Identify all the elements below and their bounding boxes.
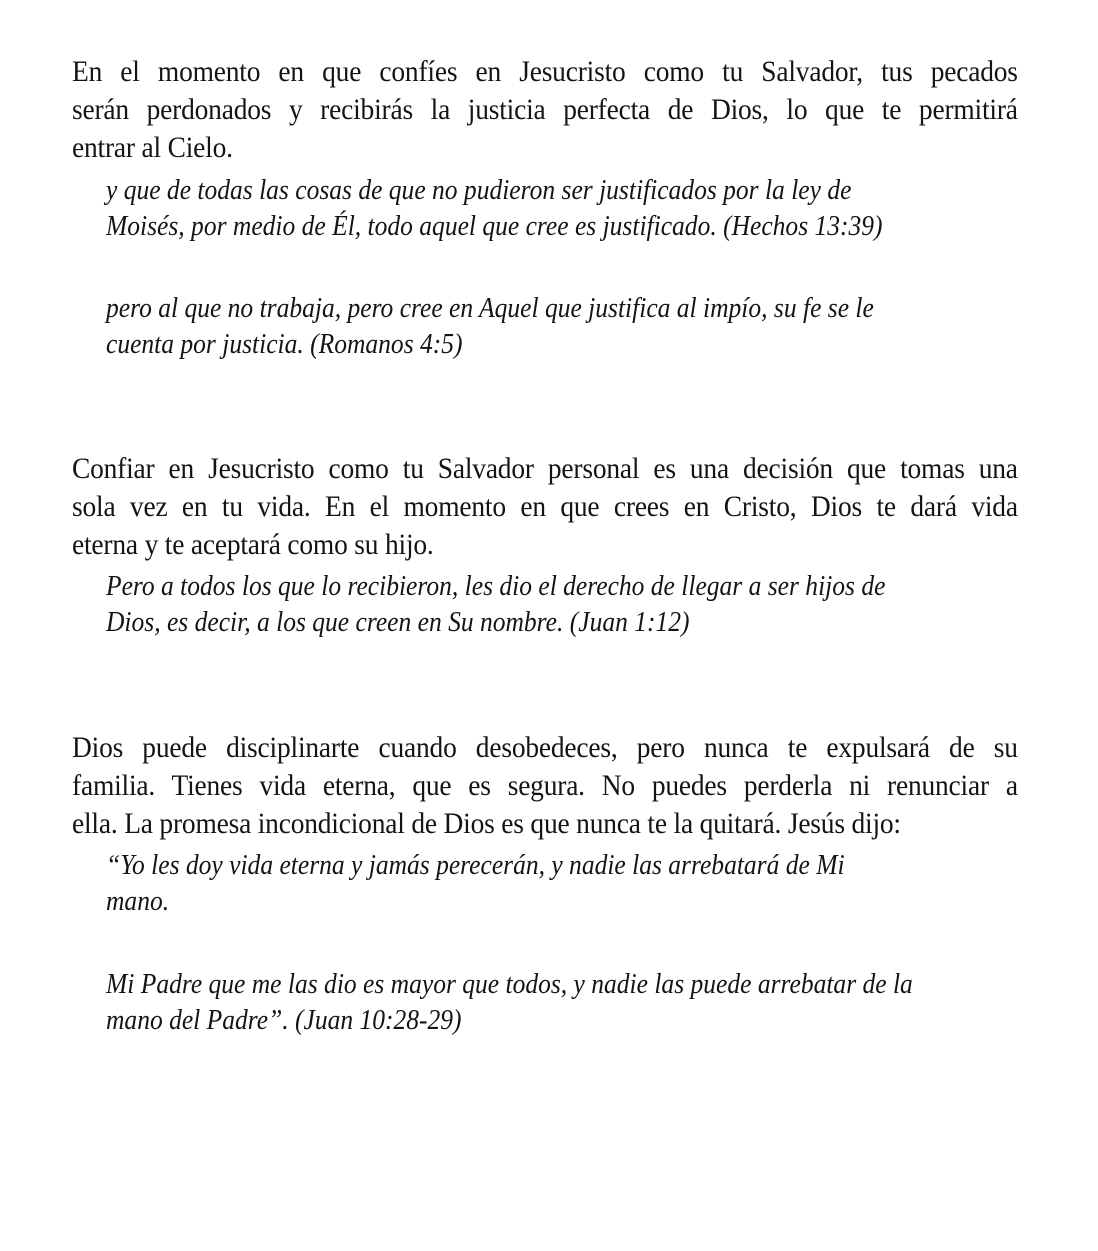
quote-line: Mi Padre que me las dio es mayor que todos, y nadie las puede arrebatar de la: [106, 968, 913, 1000]
quote-line: “Yo les doy vida eterna y jamás perecerán, y nadie las arrebatará de Mi: [106, 849, 845, 881]
paragraph-one-time-decision: [72, 450, 1018, 564]
quote-hechos-13-39: [106, 172, 883, 244]
text-line: ella. La promesa incondicional de Dios es que nunca te la quitará. Jesús dijo:: [72, 808, 901, 840]
quote-romanos-4-5: [106, 290, 874, 362]
text-line: sola vez en tu vida. En el momento en que crees en Cristo, Dios te dará vida: [72, 491, 1018, 523]
quote-line: mano.: [106, 885, 170, 917]
quote-line: cuenta por justicia. (Romanos 4:5): [106, 328, 463, 360]
quote-line: y que de todas las cosas de que no pudieron ser justificados por la ley de: [106, 174, 852, 206]
paragraph-eternal-security: [72, 729, 1018, 843]
quote-line: Moisés, por medio de Él, todo aquel que cree es justificado. (Hechos 13:39): [106, 210, 883, 242]
text-line: serán perdonados y recibirás la justicia perfecta de Dios, lo que te permitirá: [72, 94, 1018, 126]
text-line: En el momento en que confíes en Jesucristo como tu Salvador, tus pecados: [72, 56, 1018, 88]
quote-line: Pero a todos los que lo recibieron, les dio el derecho de llegar a ser hijos de: [106, 570, 886, 602]
quote-line: pero al que no trabaja, pero cree en Aquel que justifica al impío, su fe se le: [106, 292, 874, 324]
text-line: Confiar en Jesucristo como tu Salvador personal es una decisión que tomas una: [72, 453, 1018, 485]
quote-line: mano del Padre”. (Juan 10:28-29): [106, 1004, 462, 1036]
quote-juan-10-29: [106, 966, 913, 1038]
text-line: familia. Tienes vida eterna, que es segura. No puedes perderla ni renunciar a: [72, 770, 1018, 802]
quote-line: Dios, es decir, a los que creen en Su nombre. (Juan 1:12): [106, 606, 690, 638]
paragraph-salvation-justice: [72, 53, 1018, 167]
quote-juan-1-12: [106, 568, 885, 640]
text-line: eterna y te aceptará como su hijo.: [72, 529, 434, 561]
text-line: entrar al Cielo.: [72, 132, 233, 164]
text-line: Dios puede disciplinarte cuando desobedeces, pero nunca te expulsará de su: [72, 732, 1018, 764]
quote-juan-10-28: [106, 847, 845, 919]
